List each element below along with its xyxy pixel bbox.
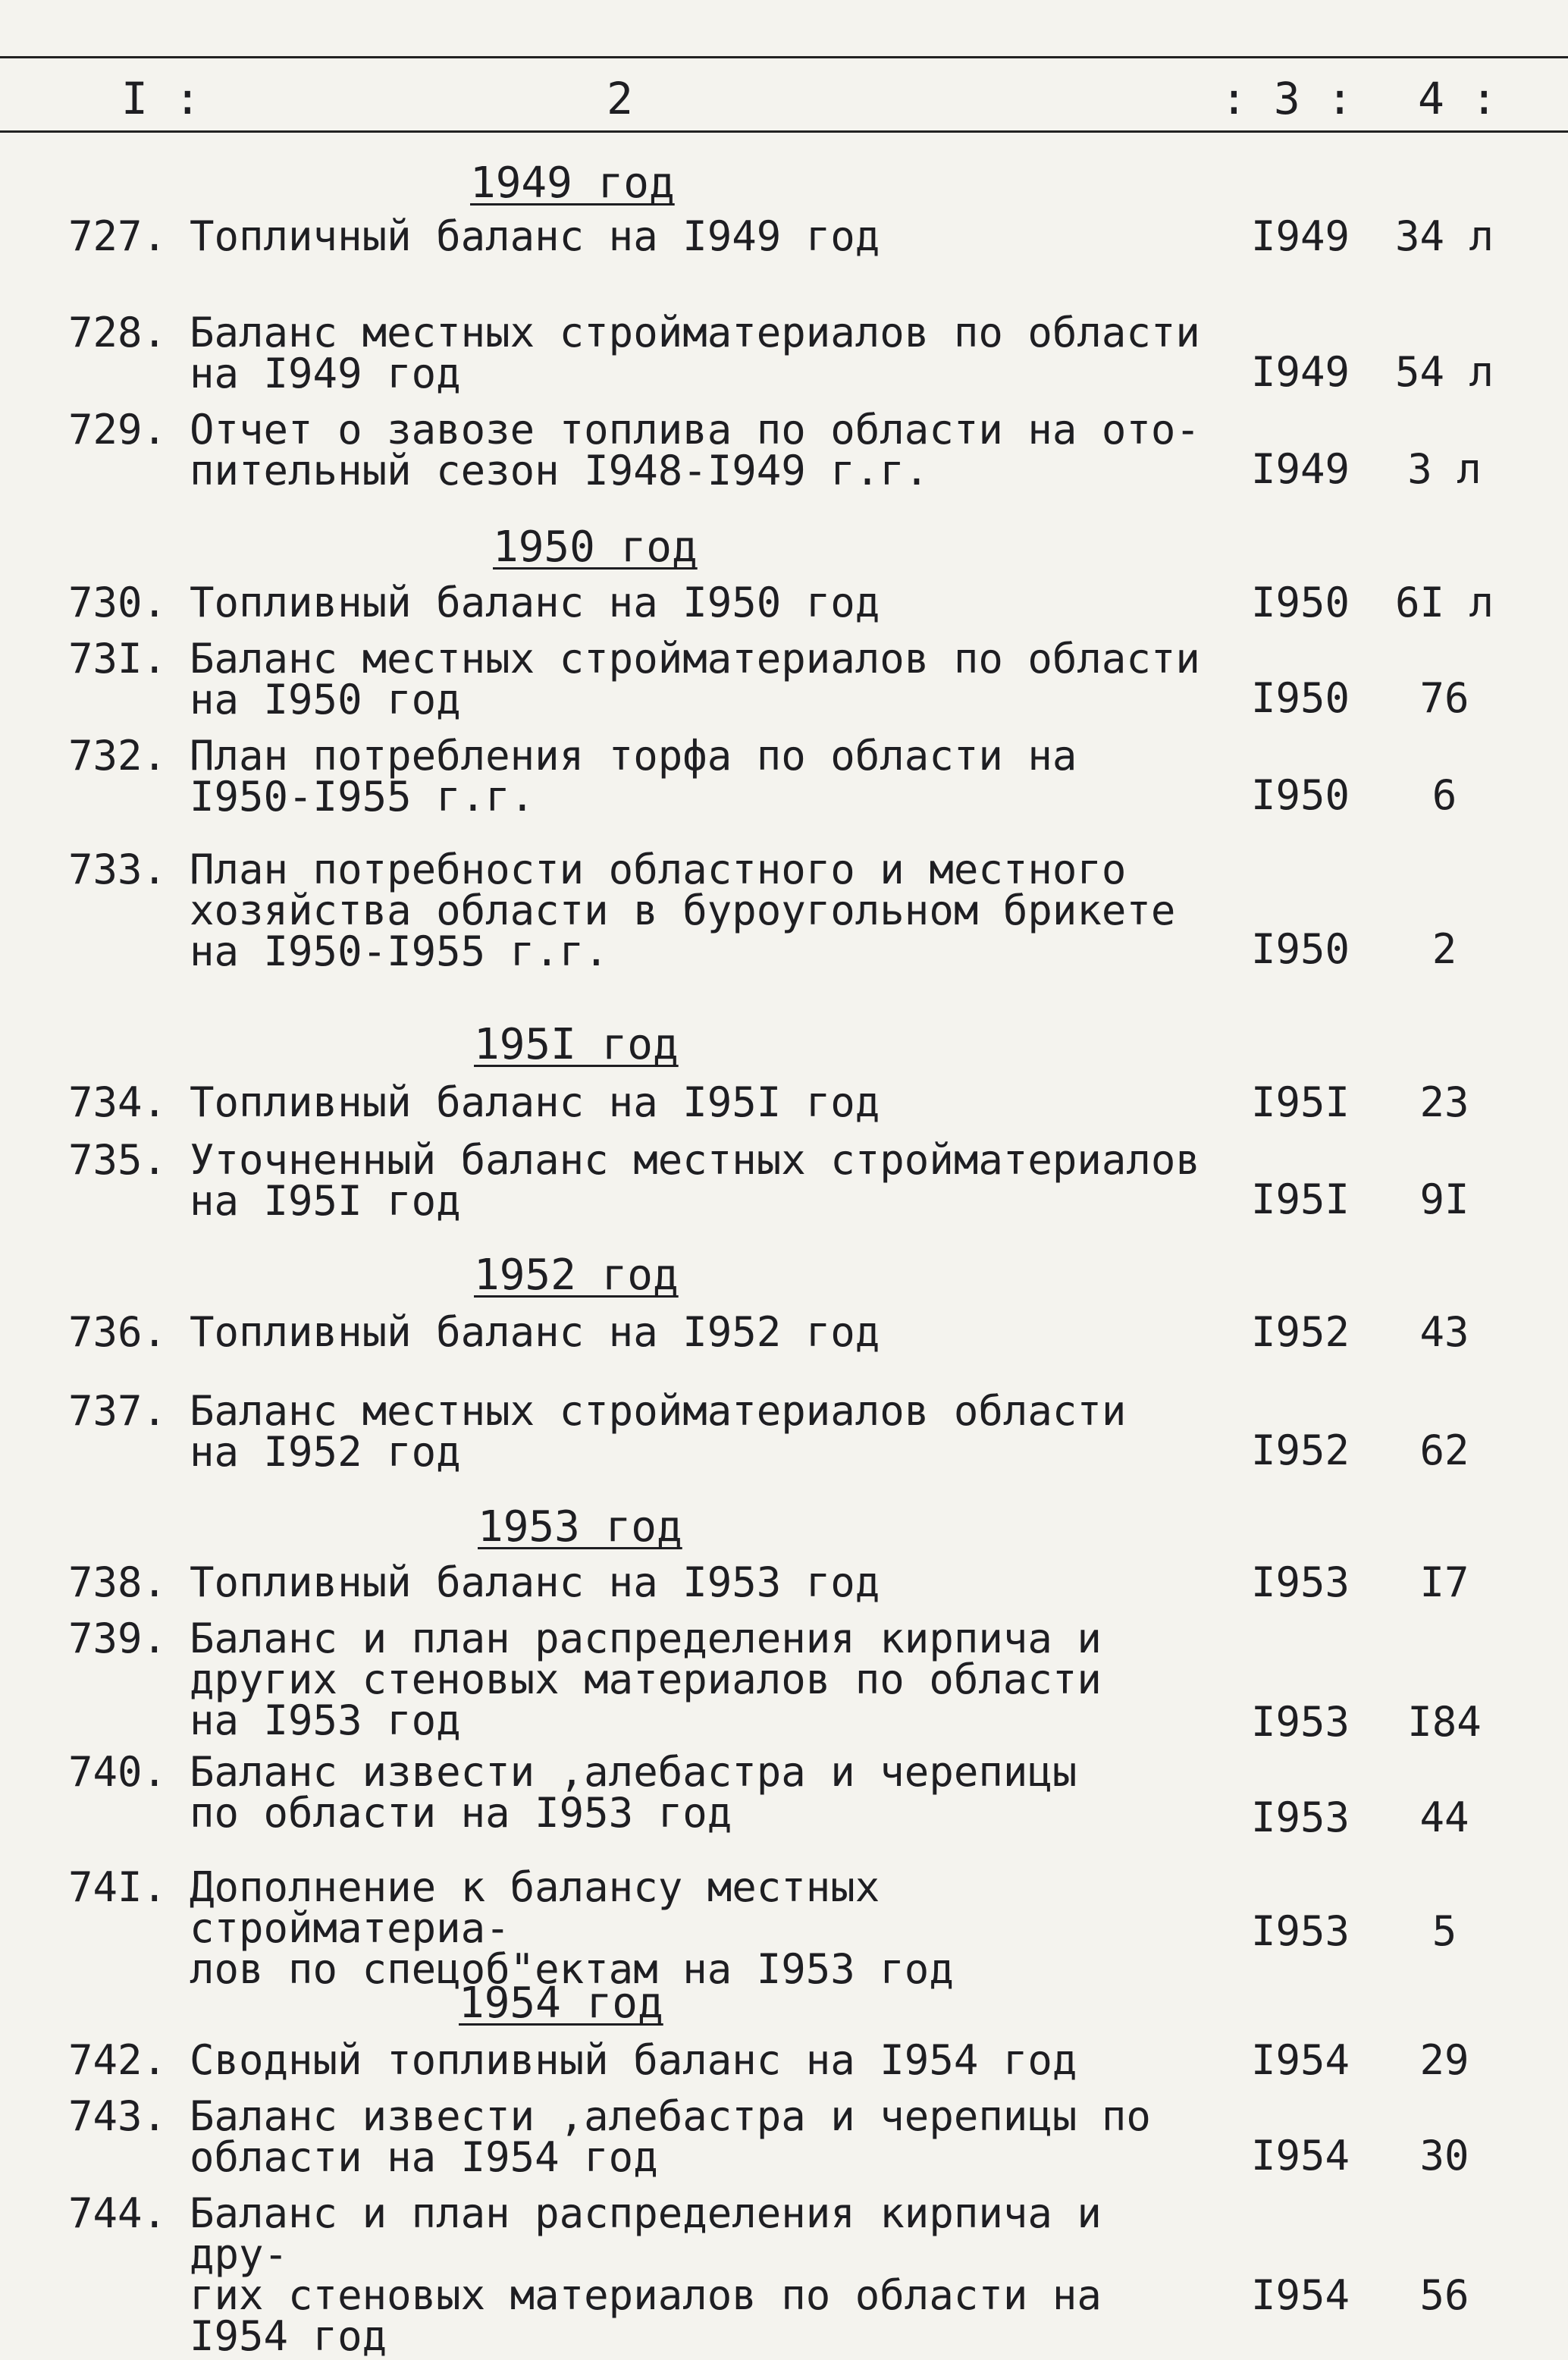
item-number: 740. [68,1748,168,1796]
item-number: 729. [68,406,168,453]
item-number: 728. [68,309,168,356]
item-sheets: 9I [1419,1175,1469,1223]
item-number: 727. [68,212,168,260]
item-number: 744. [68,2189,168,2237]
item-title: Топливный баланс на I953 год [190,1558,880,1606]
item-sheets: 56 [1419,2271,1469,2319]
item-number: 732. [68,732,168,780]
item-date: I952 [1250,1426,1350,1474]
column-header-title: 2 [607,73,633,124]
year-heading: 1949 год [470,158,675,208]
year-heading: 1952 год [474,1251,679,1300]
year-heading: 1950 год [493,523,698,572]
item-number: 739. [68,1615,168,1662]
year-heading: 195I год [474,1020,679,1069]
item-sheets: 29 [1419,2036,1469,2084]
item-sheets: 3 л [1407,445,1482,493]
year-heading: 1954 год [459,1979,663,2028]
column-header-sheets: 4 : [1418,73,1497,124]
item-date: I950 [1250,579,1350,626]
column-header-date: : 3 : [1221,73,1353,124]
year-heading: 1953 год [478,1502,682,1552]
item-title: Уточненный баланс местных стройматериалов на I95I год [190,1136,1200,1225]
item-title: Баланс и план распределения кирпича и дру- гих стеновых материалов по области на I954 год [190,2189,1102,2360]
item-sheets: I7 [1419,1558,1469,1606]
item-title: Баланс извести ,алебастра и черепицы по области на I954 год [190,2092,1151,2181]
item-number: 736. [68,1308,168,1356]
item-sheets: 76 [1419,674,1469,722]
item-sheets: 43 [1419,1308,1469,1356]
item-date: I953 [1250,1907,1350,1955]
item-date: I954 [1250,2271,1350,2319]
item-number: 730. [68,579,168,626]
item-sheets: 62 [1419,1426,1469,1474]
item-number: 734. [68,1078,168,1126]
item-sheets: 23 [1419,1078,1469,1126]
item-sheets: I84 [1407,1698,1482,1746]
header-bottom-rule [0,130,1568,133]
item-title: Отчет о завозе топлива по области на ото- пительный сезон I948-I949 г.г. [190,406,1200,494]
item-title: Баланс извести ,алебастра и черепицы по области на I953 год [190,1748,1077,1837]
item-number: 737. [68,1387,168,1435]
item-title: План потребления торфа по области на I950-I955 г.г. [190,732,1077,821]
item-number: 743. [68,2092,168,2140]
item-sheets: 5 [1432,1907,1457,1955]
item-number: 738. [68,1558,168,1606]
item-number: 742. [68,2036,168,2084]
item-title: Топливный баланс на I952 год [190,1308,880,1356]
item-date: I953 [1250,1698,1350,1746]
item-title: Баланс и план распределения кирпича и других стеновых материалов по области на I953 год [190,1615,1102,1744]
item-number: 74I. [68,1863,168,1911]
item-date: I949 [1250,348,1350,396]
item-number: 733. [68,846,168,893]
item-date: I954 [1250,2036,1350,2084]
item-date: I950 [1250,925,1350,973]
item-number: 73I. [68,635,168,683]
item-sheets: 6 [1432,771,1457,819]
item-date: I952 [1250,1308,1350,1356]
item-title: Баланс местных стройматериалов области на I952 год [190,1387,1127,1476]
item-date: I95I [1250,1078,1350,1126]
item-sheets: 2 [1432,925,1457,973]
item-sheets: 34 л [1394,212,1494,260]
item-date: I953 [1250,1794,1350,1841]
item-title: Баланс местных стройматериалов по области на I949 год [190,309,1200,397]
item-sheets: 54 л [1394,348,1494,396]
item-title: Дополнение к балансу местных стройматериа- лов по спецоб"ектам на I953 год [190,1863,954,1993]
item-date: I949 [1250,212,1350,260]
item-title: Баланс местных стройматериалов по области на I950 год [190,635,1200,723]
header-top-rule [0,56,1568,58]
column-header-number: I : [121,73,201,124]
item-sheets: 30 [1419,2132,1469,2180]
item-number: 735. [68,1136,168,1184]
item-date: I950 [1250,674,1350,722]
item-title: Топливный баланс на I950 год [190,579,880,626]
item-date: I949 [1250,445,1350,493]
item-sheets: 6I л [1394,579,1494,626]
item-title: Топливный баланс на I95I год [190,1078,880,1126]
item-title: Топличный баланс на I949 год [190,212,880,260]
item-date: I954 [1250,2132,1350,2180]
item-date: I950 [1250,771,1350,819]
item-sheets: 44 [1419,1794,1469,1841]
item-title: Сводный топливный баланс на I954 год [190,2036,1077,2084]
item-title: План потребности областного и местного хозяйства области в буроугольном брикете на I950-I955 г.г. [190,846,1176,975]
item-date: I95I [1250,1175,1350,1223]
item-date: I953 [1250,1558,1350,1606]
